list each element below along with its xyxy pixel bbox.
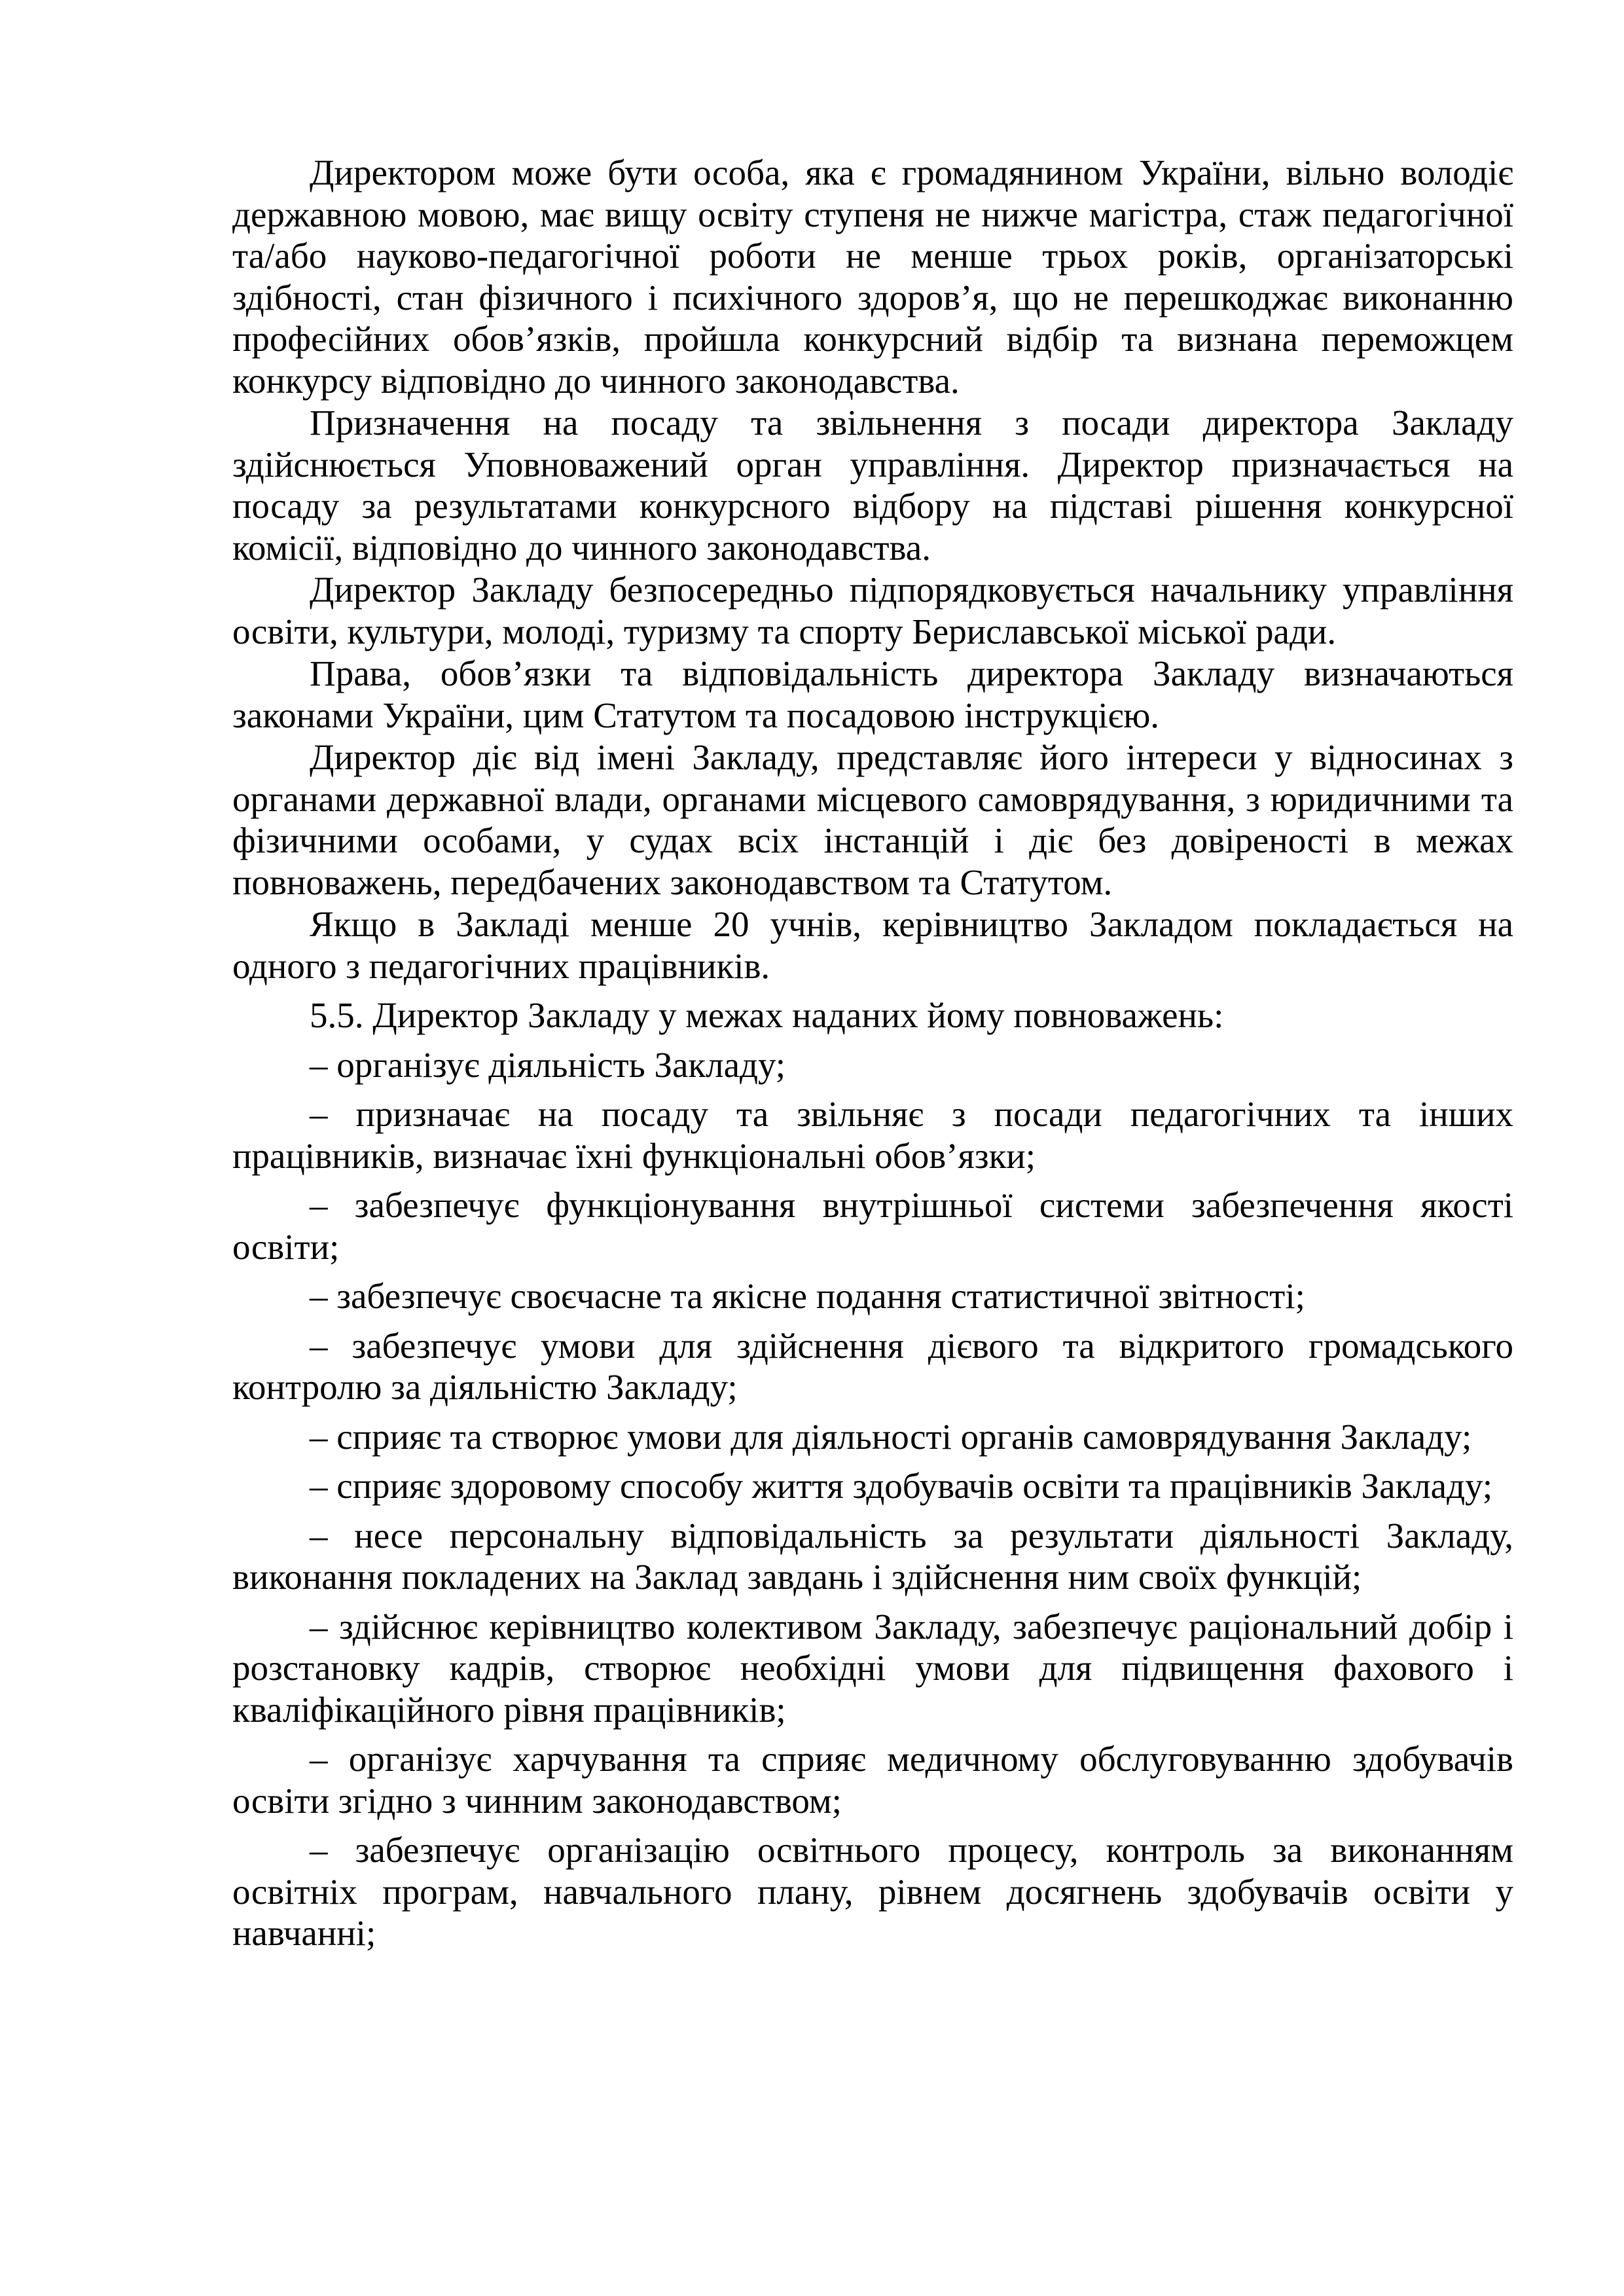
list-item-text: організує харчування та сприяє медичному обслуговуванню здобувачів освіти згідно з чинним законодавством;: [232, 1739, 1513, 1821]
list-item: [232, 1184, 1513, 1267]
dash-marker: –: [310, 1830, 328, 1870]
list-item-text: несе персональну відповідальність за результати діяльності Закладу, виконання покладених на Заклад завдань і здійснення ним своїх функцій;: [232, 1515, 1514, 1597]
paragraph-director-appointment: Призначення на посаду та звільнення з посади директора Закладу здійснюється Уповноважений орган управління. Директор призначається на посаду за результатами конкурсного відбору на підставі рішення конкурсної комісії, відповідно до чинного законодавства.: [232, 403, 1513, 568]
paragraph-director-rights: Права, обов’язки та відповідальність директора Закладу визначаються законами України, цим Статутом та посадовою інструкцією.: [232, 653, 1513, 735]
list-item: [232, 1738, 1513, 1821]
dash-marker: –: [310, 1466, 328, 1506]
dash-marker: –: [310, 1416, 328, 1457]
list-item-text: організує діяльність Закладу;: [336, 1044, 786, 1085]
list-item: [232, 1829, 1513, 1954]
dash-marker: –: [310, 1044, 328, 1085]
list-item: [232, 1416, 1513, 1458]
list-item-text: призначає на посаду та звільняє з посади педагогічних та інших працівників, визначає їхні функціональні обов’язки;: [232, 1094, 1514, 1176]
paragraph-director-subordination: Директор Закладу безпосередньо підпорядковується начальнику управління освіти, культури, молоді, туризму та спорту Бериславської міської ради.: [232, 570, 1513, 651]
list-item: [232, 1044, 1513, 1086]
document-page: [232, 152, 1513, 1962]
list-item: [232, 1465, 1513, 1507]
dash-marker: –: [310, 1739, 328, 1779]
list-item-text: забезпечує функціонування внутрішньої системи забезпечення якості освіти;: [232, 1185, 1514, 1267]
dash-marker: –: [310, 1606, 328, 1647]
list-item-text: забезпечує своєчасне та якісне подання статистичної звітності;: [336, 1276, 1305, 1316]
list-item: [232, 1275, 1513, 1317]
list-item-text: забезпечує організацію освітнього процесу, контроль за виконанням освітніх програм, навчального плану, рівнем досягнень здобувачів освіти у навчанні;: [232, 1830, 1513, 1953]
list-item-text: здійснює керівництво колективом Закладу, забезпечує раціональний добір і розстановку кадрів, створює необхідні умови для підвищення фахового і кваліфікаційного рівня працівників;: [232, 1606, 1514, 1730]
list-item-text: сприяє здоровому способу життя здобувачів освіти та працівників Закладу;: [336, 1466, 1493, 1506]
list-item-text: забезпечує умови для здійснення дієвого та відкритого громадського контролю за діяльністю Закладу;: [232, 1325, 1513, 1407]
paragraph-small-school: Якщо в Закладі менше 20 учнів, керівництво Закладом покладається на одного з педагогічних працівників.: [232, 904, 1513, 986]
dash-marker: –: [310, 1094, 328, 1134]
list-item: [232, 1515, 1513, 1598]
section-heading-5-5: 5.5. Директор Закладу у межах наданих йому повноважень:: [310, 995, 1224, 1035]
paragraph-director-representation: Директор діє від імені Закладу, представляє його інтереси у відносинах з органами державної влади, органами місцевого самоврядування, з юридичними та фізичними особами, у судах всіх інстанцій і діє без довіреності в межах повноважень, передбачених законодавством та Статутом.: [232, 737, 1513, 902]
list-item: [232, 1606, 1513, 1731]
dash-marker: –: [310, 1185, 328, 1225]
dash-marker: –: [310, 1276, 328, 1316]
list-item: [232, 1325, 1513, 1408]
list-item: [232, 1093, 1513, 1176]
list-item-text: сприяє та створює умови для діяльності органів самоврядування Закладу;: [336, 1416, 1472, 1457]
dash-marker: –: [310, 1515, 328, 1556]
dash-marker: –: [310, 1325, 328, 1366]
paragraph-director-requirements: Директором може бути особа, яка є громадянином України, вільно володіє державною мовою, має вищу освіту ступеня не нижче магістра, стаж педагогічної та/або науково-педагогічної роботи не менше трьох років, організаторські здібності, стан фізичного і психічного здоров’я, що не перешкоджає виконанню професійних обов’язків, пройшла конкурсний відбір та визнана переможцем конкурсу відповідно до чинного законодавства.: [232, 153, 1513, 401]
